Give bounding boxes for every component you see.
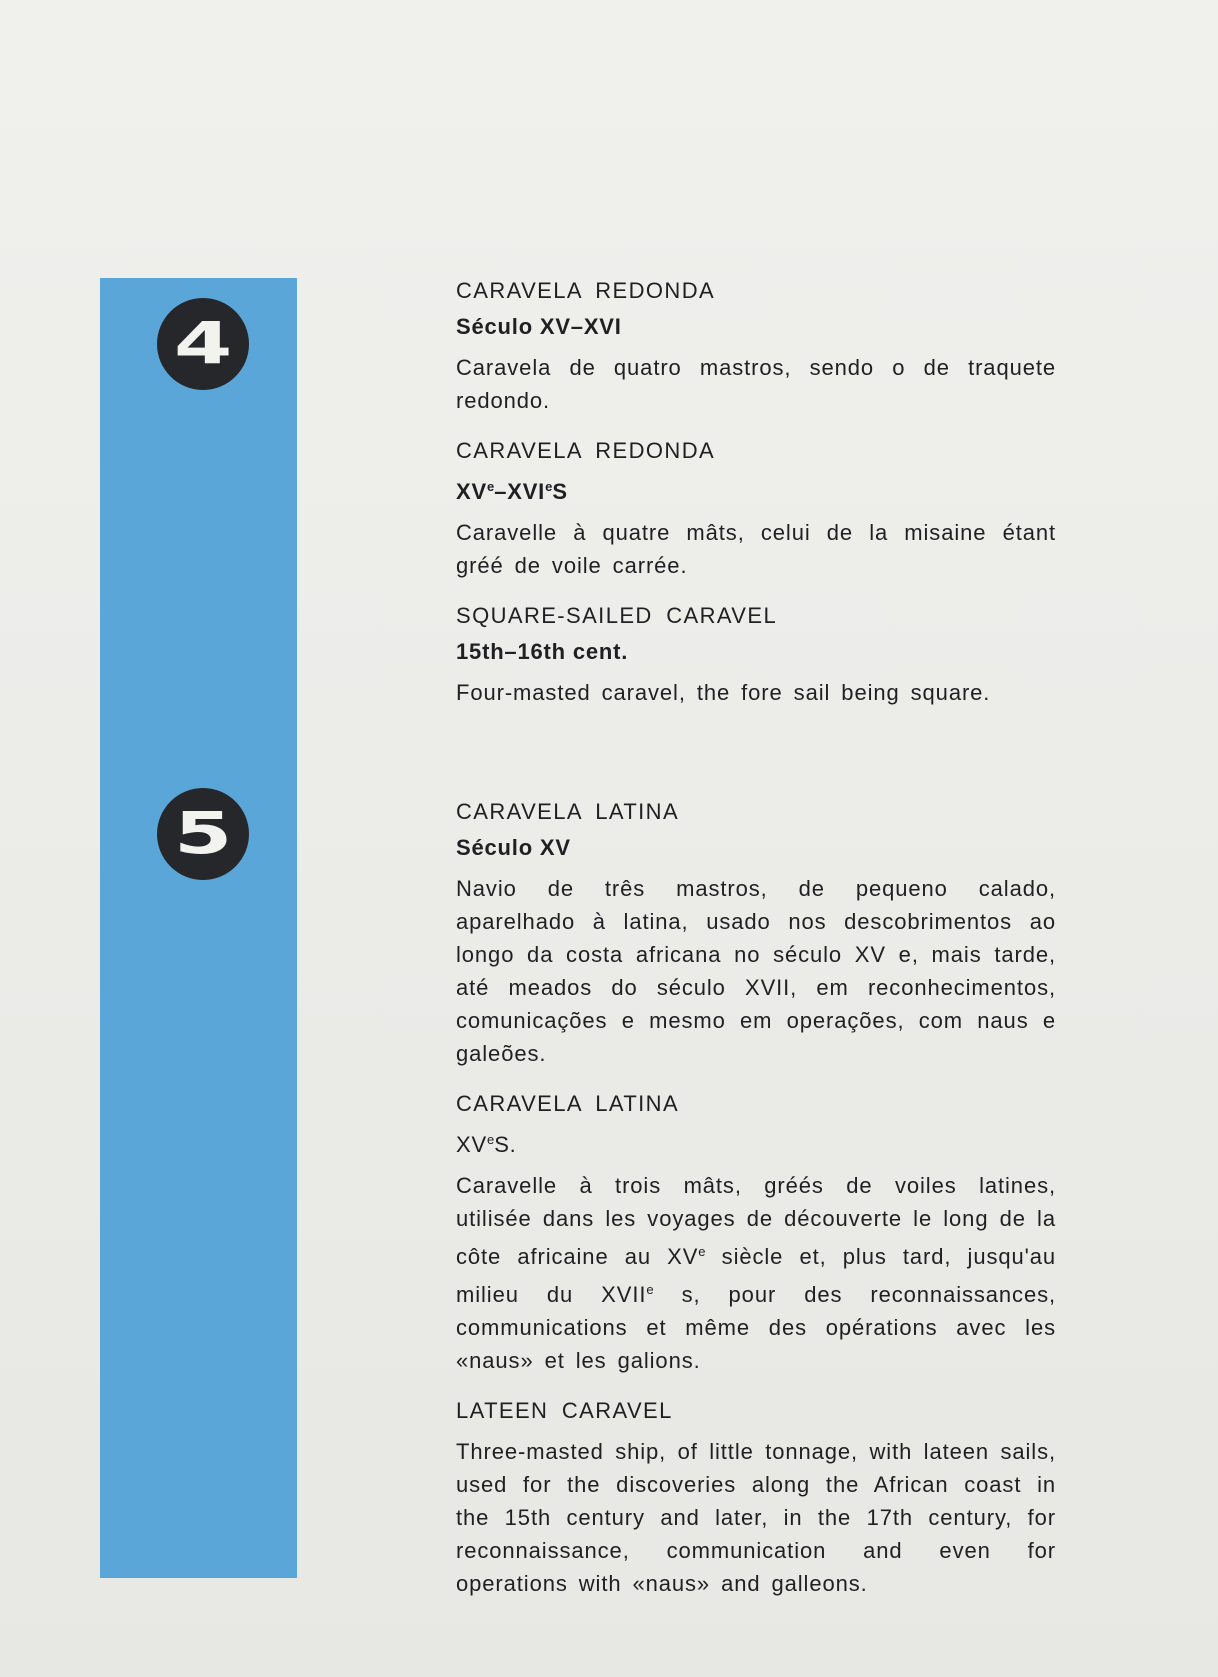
entry-title: CARAVELA LATINA (456, 1091, 680, 1116)
entry-description: Four-masted caravel, the fore sail being square. (456, 680, 991, 705)
entry-description: Navio de três mastros, de pequeno calado, aparelhado à latina, usado nos descobrimentos ao longo da costa africana no século XV e, mais tarde, até meados do século XVII, em reconhecimentos, comunicações e mesmo em operações, com naus e galeões. (456, 876, 1056, 1066)
entry-title: CARAVELA REDONDA (456, 438, 716, 463)
entry-subtitle: Século XV–XVI (456, 314, 622, 339)
section-number-4: 4 (173, 309, 233, 377)
entry-description: Caravelle à quatre mâts, celui de la misaine étant gréé de voile carrée. (456, 520, 1056, 578)
entry-french (456, 435, 1056, 582)
blue-side-band (100, 278, 297, 1578)
entry-title: SQUARE-SAILED CARAVEL (456, 603, 778, 628)
entry-english (456, 1395, 1056, 1600)
entry-description: Caravelle à trois mâts, gréés de voiles latines, utilisée dans les voyages de découverte le long de la côte africaine au XVe siècle et, plus tard, jusqu'au milieu du XVIIe s, pour des reconnaissances, communications et même des opérations avec les «naus» et les galions. (456, 1173, 1057, 1373)
section-5-text (456, 796, 1056, 1600)
section-number-badge-5 (157, 788, 249, 880)
entry-title: LATEEN CARAVEL (456, 1398, 673, 1423)
entry-description: Three-masted ship, of little tonnage, with lateen sails, used for the discoveries along the African coast in the 15th century and later, in the 17th century, for reconnaissance, communication and even for operations with «naus» and galleons. (456, 1439, 1056, 1596)
section-number-5: 5 (173, 799, 233, 867)
entry-description: Caravela de quatro mastros, sendo o de traquete redondo. (456, 355, 1056, 413)
entry-subtitle: XVe–XVIeS (456, 479, 568, 504)
entry-french (456, 1088, 1056, 1377)
section-4-text (456, 275, 1056, 709)
entry-title: CARAVELA LATINA (456, 799, 680, 824)
section-number-badge-4 (157, 298, 249, 390)
entry-subtitle: Século XV (456, 835, 571, 860)
entry-subtitle: 15th–16th cent. (456, 639, 629, 664)
entry-portuguese (456, 275, 1056, 417)
entry-title: CARAVELA REDONDA (456, 278, 716, 303)
entry-english (456, 600, 1056, 709)
entry-portuguese (456, 796, 1056, 1070)
entry-subtitle: XVeS. (456, 1132, 517, 1157)
